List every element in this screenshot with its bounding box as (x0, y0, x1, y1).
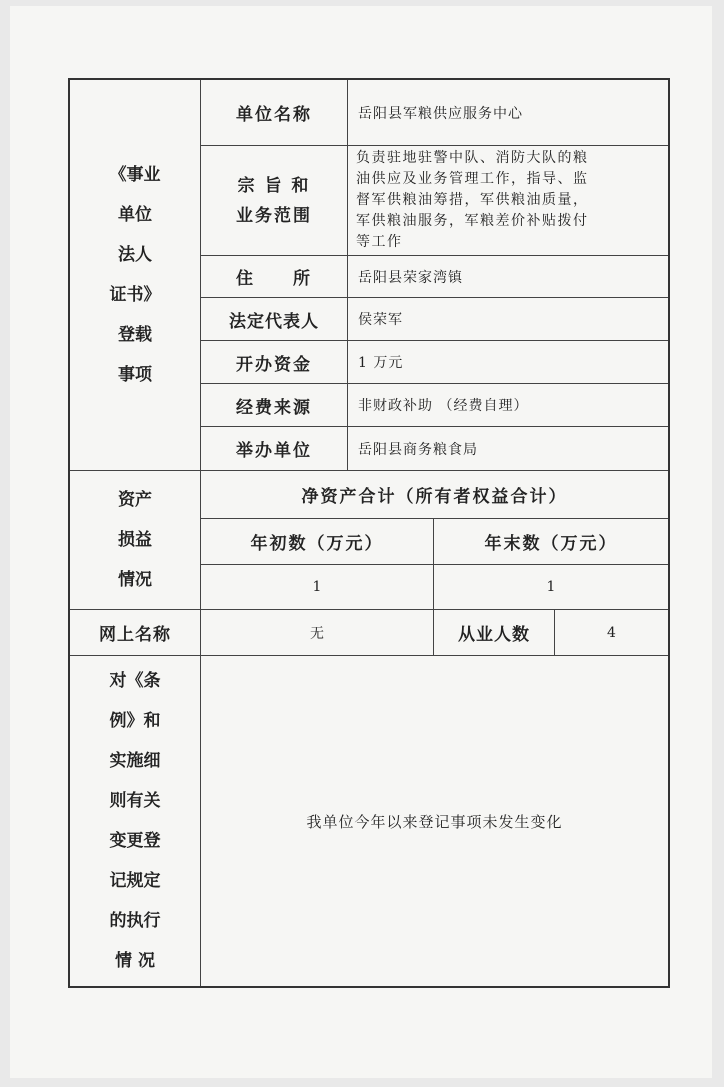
legal-rep-value: 侯荣军 (348, 298, 668, 341)
title-line: 的执行 (109, 911, 161, 931)
title-line: 记规定 (109, 871, 161, 891)
title-line: 事项 (118, 365, 152, 385)
year-start-label: 年初数（万元） (201, 519, 434, 565)
purpose-line: 军供粮油服务，军粮差价补贴拨付 (356, 213, 589, 229)
unit-name-label: 单位名称 (201, 80, 348, 146)
net-assets-header: 净资产合计（所有者权益合计） (201, 471, 668, 519)
purpose-line: 油供应及业务管理工作，指导、监 (356, 171, 589, 187)
purpose-label-line: 宗 旨 和 (237, 175, 311, 196)
title-line: 单位 (118, 205, 152, 225)
staff-count-value: 4 (555, 610, 668, 656)
address-value: 岳阳县荣家湾镇 (348, 256, 668, 298)
address-label: 住 所 (201, 256, 348, 298)
title-line: 对《条 (109, 671, 161, 691)
title-line: 登载 (118, 325, 152, 345)
title-line: 实施细 (109, 751, 161, 771)
title-line: 情况 (118, 570, 152, 590)
year-end-value: 1 (434, 565, 668, 610)
online-name-label: 网上名称 (70, 610, 201, 656)
purpose-line: 负责驻地驻警中队、消防大队的粮 (356, 150, 589, 166)
legal-rep-label: 法定代表人 (201, 298, 348, 341)
year-end-label: 年末数（万元） (434, 519, 668, 565)
title-line: 变更登 (109, 831, 161, 851)
assets-section-title (70, 471, 201, 610)
regulation-section-title (70, 656, 201, 986)
purpose-label (201, 146, 348, 256)
title-line: 证书》 (109, 285, 161, 305)
title-line: 《事业 (109, 165, 161, 185)
title-line: 则有关 (109, 791, 161, 811)
funding-source-value: 非财政补助 （经费自理） (348, 384, 668, 427)
purpose-label-line: 业务范围 (236, 205, 312, 226)
capital-label: 开办资金 (201, 341, 348, 384)
document-page (10, 6, 712, 1078)
year-start-value: 1 (201, 565, 434, 610)
purpose-line: 等工作 (356, 234, 403, 250)
online-name-value: 无 (201, 610, 434, 656)
title-line: 法人 (118, 245, 152, 265)
title-line: 损益 (118, 530, 152, 550)
staff-count-label: 从业人数 (434, 610, 555, 656)
purpose-value (348, 146, 668, 256)
purpose-line: 督军供粮油筹措，军供粮油质量， (356, 192, 589, 208)
regulation-execution-value: 我单位今年以来登记事项未发生变化 (306, 812, 563, 831)
title-line: 资产 (118, 490, 152, 510)
funding-source-label: 经费来源 (201, 384, 348, 427)
title-line: 例》和 (109, 711, 161, 731)
capital-value: 1 万元 (348, 341, 668, 384)
sponsor-value: 岳阳县商务粮食局 (348, 427, 668, 471)
registration-section-title (70, 80, 201, 471)
registration-form-table (68, 78, 670, 988)
unit-name-value: 岳阳县军粮供应服务中心 (348, 80, 668, 146)
title-line: 情 况 (115, 951, 155, 971)
sponsor-label: 举办单位 (201, 427, 348, 471)
